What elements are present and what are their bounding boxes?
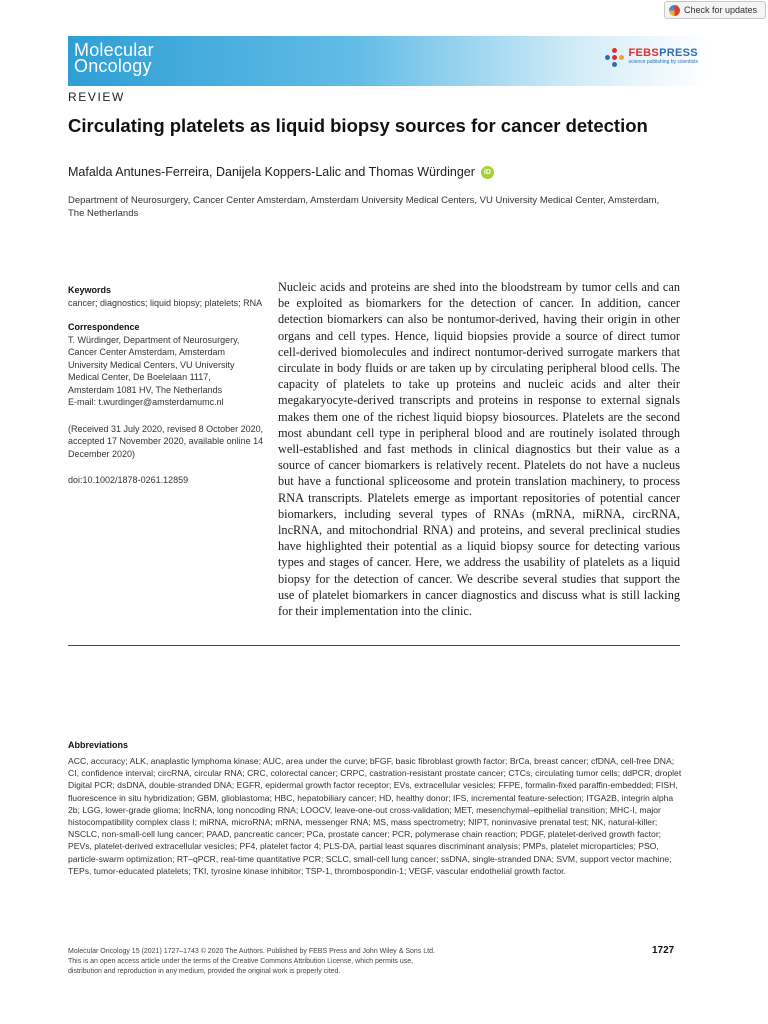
febs-press-logo (605, 48, 698, 68)
check-for-updates-label: Check for updates (684, 5, 758, 15)
correspondence-line: University Medical Centers, VU University (68, 359, 235, 370)
correspondence-line: Cancer Center Amsterdam, Amsterdam (68, 347, 226, 357)
publisher-brand: FEBSPRESS (628, 47, 698, 59)
journal-banner (68, 36, 708, 86)
keywords-heading: Keywords (68, 285, 112, 295)
abbreviations-text: ACC, accuracy; ALK, anaplastic lymphoma kinase; AUC, area under the curve; bFGF, basic fibroblast growth factor; BrCa, breast cancer; cfDNA, cell-free DNA; CI, confidence interval; circRNA, circular RNA; CRC, colorectal cancer; CRPC, castration-resistant prostate cancer; CTCs, circulating tumor cells; ddPCR, droplet Digital PCR; dsDNA, double-stranded DNA; EGFR, epidermal growth factor receptor; EVs, extracellular vesicles; FFPE, formalin-fixed paraffin-embedded; FISH, fluorescence in situ hybridization; GBM, glioblastoma; HBC, hepatobiliary cancer; HD, healthy donor; IFS, incremental feature-selection; ITGA2B, integrin alpha 2b; LGG, lower-grade glioma; lncRNA, long noncoding RNA; LOOCV, leave-one-out cross-validation; MET, mesenchymal–epithelial transition; MHC-I, major histocompatibility complex class I; miRNA, microRNA; mRNA, messenger RNA; MS, mass spectrometry; NIPT, noninvasive prenatal test; NK, natural-killer; NSCLC, non-small-cell lung cancer; PAAD, pancreatic cancer; PCa, prostate cancer; PCR, polymerase chain reaction; PDGF, platelet-derived growth factor; PEVs, platelet-derived extracellular vesicles; PF4, platelet factor 4; PLS-DA, partial least squares discriminant analysis; PMPs, platelet microparticles; PSO, particle-swarm optimization; RT–qPCR, real-time quantitative PCR; SCLC, small-cell lung cancer; ssDNA, single-stranded DNA; SVM, support vector machine; TEPs, tumor-educated platelets; TKI, tyrosine kinase inhibitor; TSP-1, thrombospondin-1; VEGF, vascular endothelial growth factor. (68, 756, 682, 876)
page-number: 1727 (652, 945, 675, 956)
article-section: REVIEW (68, 90, 125, 104)
check-for-updates-button[interactable] (664, 1, 766, 19)
article-title: Circulating platelets as liquid biopsy sources for cancer detection (68, 115, 648, 136)
abstract-divider (68, 645, 680, 646)
page-footer (68, 947, 488, 977)
correspondence-email[interactable]: E-mail: t.wurdinger@amsterdamumc.nl (68, 397, 224, 407)
article-info-sidebar (68, 284, 264, 487)
orcid-icon[interactable]: iD (481, 166, 494, 179)
doi-link[interactable]: doi:10.1002/1878-0261.12859 (68, 475, 189, 485)
article-dates: (Received 31 July 2020, revised 8 October 2020, accepted 17 November 2020, available online 14 December 2020) (68, 423, 264, 459)
correspondence-line: Amsterdam 1081 HV, The Netherlands (68, 384, 223, 395)
keywords: cancer; diagnostics; liquid biopsy; platelets; RNA (68, 297, 263, 308)
abbreviations-heading: Abbreviations (68, 740, 129, 750)
journal-name-line2: Oncology (74, 56, 152, 76)
febs-logo-icon (605, 48, 625, 68)
author-list (68, 165, 494, 179)
publisher-tagline: science publishing by scientists (628, 59, 698, 65)
journal-name (74, 42, 154, 74)
license-line: This is an open access article under the terms of the Creative Commons Attribution License, which permits use, (68, 958, 414, 965)
affiliation: Department of Neurosurgery, Cancer Center Amsterdam, Amsterdam University Medical Centers, VU University Medical Center, Amsterdam, The Netherlands (68, 195, 660, 219)
crossmark-icon (669, 5, 680, 16)
correspondence-line: T. Würdinger, Department of Neurosurgery, (68, 334, 240, 345)
correspondence-heading: Correspondence (68, 322, 140, 332)
license-line: distribution and reproduction in any medium, provided the original work is properly cited. (68, 968, 341, 975)
citation-line: Molecular Oncology 15 (2021) 1727–1743 © 2020 The Authors. Published by FEBS Press and John Wiley & Sons Ltd. (68, 948, 435, 955)
abstract: Nucleic acids and proteins are shed into the bloodstream by tumor cells and can be exploited as biomarkers for the detection of cancer. In addition, cancer detection biomarkers can also be nontumor-derived, having their origin in other organs and cell types. Hence, liquid biopsies provide a source of direct tumor cell-derived biomolecules and indirect nontumor-derived surrogate markers that circulate in body fluids or are taken up by circulating peripheral blood cells. The capacity of platelets to take up proteins and nucleic acids and alter their megakaryocyte-derived transcripts and proteins in response to external signals makes them one of the richest liquid biopsy biosources. Platelets are the second most abundant cell type in peripheral blood and are routinely isolated through well-established and fast methods in clinical diagnostics but their value as a source of cancer biomarkers is relatively recent. Platelets do not have a nucleus but have a functional spliceosome and protein translation machinery, to process RNA transcripts. Platelets emerge as important repositories of potential cancer biomarkers, including several types of RNAs (mRNA, miRNA, circRNA, lncRNA, and mitochondrial RNA) and proteins, and several preclinical studies have highlighted their potential as a liquid biopsy source for detecting various types and stages of cancer. Here, we address the usability of platelets as a liquid biopsy for the detection of cancer. We describe several studies that support the use of platelet biomarkers in cancer diagnostics and discuss what is still lacking for their implementation into the clinic. (278, 280, 680, 619)
correspondence-line: Medical Center, De Boelelaan 1117, (68, 372, 211, 382)
journal-name-line1: Molecular (74, 40, 154, 60)
authors-text: Mafalda Antunes-Ferreira, Danijela Koppers-Lalic and Thomas Würdinger (68, 165, 475, 179)
